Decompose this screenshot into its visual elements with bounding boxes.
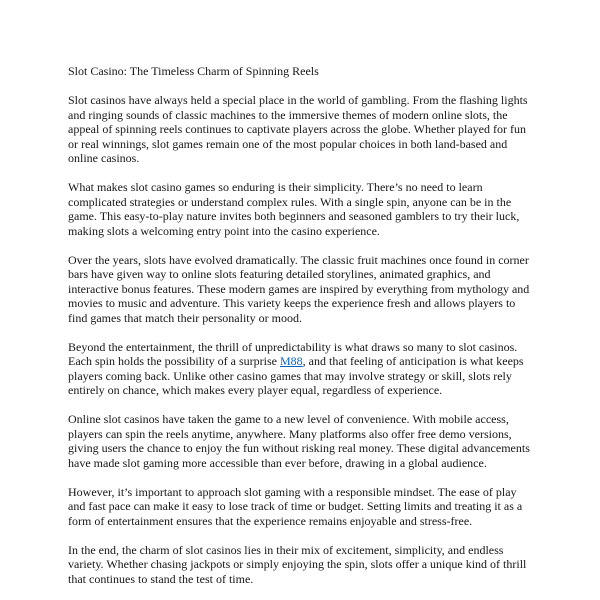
paragraph-responsible-gaming: However, it’s important to approach slot gaming with a responsible mindset. The ease of play and fast pace can make it easy to lose track of time or budget. Setting limits and treating it as a form of entertainment ensures that the experience remains enjoyable and stress-free. <box>68 484 523 528</box>
paragraph-text-before-link: Beyond the entertainment, the thrill of unpredictability is what draws so many to slot casinos. Each spin holds the possibility of a surprise <box>68 339 518 368</box>
paragraph-evolution: Over the years, slots have evolved dramatically. The classic fruit machines once found in corner bars have given way to online slots featuring detailed storylines, animated graphics, and interactive bonus features. These modern games are inspired by everything from mythology and movies to music and adventure. This variety keeps the experience fresh and allows players to find games that match their personality or mood. <box>68 252 530 325</box>
paragraph-conclusion: In the end, the charm of slot casinos lies in their mix of excitement, simplicity, and endless variety. Whether chasing jackpots or simply enjoying the spin, slots offer a unique kind of thrill that continues to stand the test of time. <box>68 542 527 586</box>
paragraph-convenience: Online slot casinos have taken the game to a new level of convenience. With mobile access, players can spin the reels anytime, anywhere. Many platforms also offer free demo versions, giving users the chance to enjoy the fun without risking real money. These digital advancements have made slot gaming more accessible than ever before, drawing in a global audience. <box>68 412 530 470</box>
paragraph-text-after-link: , and that feeling of anticipation is what keeps players coming back. Unlike other casino games that may involve strategy or skill, slots rely entirely on chance, which makes every player equal, regardless of experience. <box>68 354 524 397</box>
paragraph-intro: Slot casinos have always held a special place in the world of gambling. From the flashing lights and ringing sounds of classic machines to the immersive themes of modern online slots, the appeal of spinning reels continues to captivate players across the globe. Whether played for fun or real winnings, slot games remain one of the most popular choices in both land-based and online casinos. <box>68 93 528 165</box>
paragraph-unpredictability <box>68 340 534 398</box>
paragraph-simplicity: What makes slot casino games so enduring is their simplicity. There’s no need to learn complicated strategies or understand complex rules. With a single spin, anyone can be in the game. This easy-to-play nature invites both beginners and seasoned gamblers to try their luck, making slots a welcoming entry point into the casino experience. <box>68 180 520 238</box>
m88-link[interactable]: M88 <box>279 354 303 368</box>
document-title: Slot Casino: The Timeless Charm of Spinning Reels <box>68 64 319 78</box>
